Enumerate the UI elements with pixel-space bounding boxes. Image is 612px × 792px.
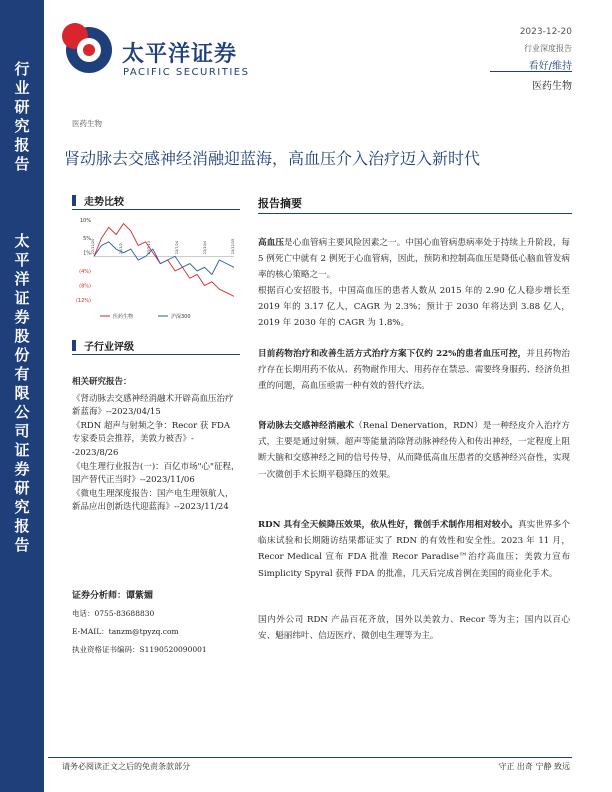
sidebar-char: 行: [14, 60, 30, 78]
summary-para-3: 目前药物治疗和改善生活方式治疗方案下仅约 22%的患者血压可控，并且药物治疗存在长期用药不依从、药物耐作用大、用药存在禁忌、需要终身服药、经济负担重的问题，高血压亟需一种有效的替代疗法。: [258, 349, 570, 392]
sidebar-char: 报: [14, 517, 30, 535]
analyst-block: [72, 587, 240, 659]
x-tick-label: 23/10/4: [203, 240, 207, 255]
sidebar-char: 业: [14, 79, 30, 97]
related-label: 相关研究报告：: [72, 377, 132, 387]
x-tick-label: 23/5/13: [147, 240, 151, 255]
sidebar-char: 研: [14, 479, 30, 497]
series-line-1: [94, 224, 234, 297]
sub-rating-heading: 子行业评级: [72, 338, 134, 353]
sidebar-char: 报: [14, 136, 30, 154]
related-item[interactable]: 《肾动脉去交感神经消融术开辟高血压治疗新蓝海》--2023/04/15: [72, 393, 234, 418]
sidebar-char: 告: [14, 155, 30, 173]
footer-divider: [48, 757, 572, 758]
sidebar-char: 份: [14, 346, 30, 364]
y-tick-label: 1%: [83, 250, 91, 257]
heading-bar-icon: [72, 195, 76, 206]
sidebar-char: 券: [14, 460, 30, 478]
sidebar-char: 有: [14, 365, 30, 383]
related-reports: [72, 376, 240, 515]
sidebar-char: 券: [14, 308, 30, 326]
sector-label: 医药生物: [72, 119, 102, 128]
sidebar-char: 研: [14, 98, 30, 116]
divider: [72, 354, 240, 355]
sidebar-char: 究: [14, 117, 30, 135]
y-tick-label: 10%: [79, 218, 91, 224]
sidebar-char: 告: [14, 536, 30, 554]
sidebar-char: 公: [14, 403, 30, 421]
summary-para-6: 国内外公司 RDN 产品百花齐放，国外以美敦力、Recor 等为主；国内以百心安、魁丽纬叶、信迈医疗、微创电生理等为主。: [258, 615, 570, 642]
sidebar-char: 证: [14, 289, 30, 307]
summary-para-2: 根据百心安招股书，中国高血压的患者人数从 2015 年的 2.90 亿人稳步增长至 2019 年的 3.17 亿人，CAGR 为 2.3%；预计于 2030 年将达到 3.88 亿人，2019 年 2030 年的 CAGR 为 1.8%。: [258, 286, 570, 329]
legend-label: 医药生物: [113, 314, 134, 320]
related-item[interactable]: 《微电生理深度报告：国产电生理领航人，新品应出创新迭代迎蓝海》--2023/11/24: [72, 488, 234, 513]
summary-heading: 报告摘要: [258, 197, 302, 210]
trend-heading: 走势比较: [72, 193, 124, 208]
related-item[interactable]: 《RDN 超声与射频之争：Recor 获 FDA 专家委员会推荐，美敦力被否》--2023/8/26: [72, 420, 230, 458]
summary-para-5: RDN 具有全天候降压效果，依从性好，微创手术制作用相对较小。真实世界多个临床试验和长期随访结果都证实了 RDN 的有效性和安全性。2023 年 11 月，Recor Medical 宣布 FDA 批准 Recor Paradise™治疗高血压；美敦力宣布 Simplicity Spyral 获得 FDA 的批准，几天后完成首例在美国的商业化手术。: [258, 520, 570, 579]
x-tick-label: 23/12/15: [231, 238, 235, 255]
sidebar-bottom-label: [0, 232, 44, 555]
x-tick-label: 23/3/2: [119, 243, 123, 255]
sidebar-char: 证: [14, 441, 30, 459]
page-title: 肾动脉去交感神经消融迎蓝海，高血压介入治疗迈入新时代: [64, 149, 481, 168]
header-divider: [490, 71, 572, 72]
related-item[interactable]: 《电生理行业报告(一)：百亿市场"心"征程，国产替代正当时》--2023/11/06: [72, 461, 240, 486]
sidebar-char: 股: [14, 327, 30, 345]
heading-bar-icon: [72, 340, 76, 351]
summary-para-1: 高血压是心血管病主要风险因素之一。中国心血管病患病率处于持续上升阶段，每 5 例死亡中就有 2 例死于心血管病，因此，预防和控制高血压是降低心脑血管发病率的核心策略之一。: [258, 238, 570, 281]
report-type: 行业深度报告: [524, 44, 572, 53]
brand-name-cn: 太平洋证券: [122, 42, 238, 67]
divider: [258, 213, 572, 214]
rating: 看好/维持: [528, 61, 572, 72]
x-tick-label: 23/7/24: [175, 240, 179, 255]
series-line-2: [94, 242, 234, 275]
sidebar-char: 限: [14, 384, 30, 402]
sidebar: [0, 0, 44, 792]
report-date: 2023-12-20: [519, 27, 572, 37]
trend-chart: [70, 212, 240, 324]
footer-disclaimer[interactable]: 请务必阅读正文之后的免责条款部分: [62, 762, 190, 771]
summary-para-4: 肾动脉去交感神经消融术（Renal Denervation，RDN）是一种经皮介入治疗方式，主要是通过射频、超声等能量消除肾动脉神经传入和传出神经，一定程度上阻断大脑和交感神经之间的信号传导，从而降低高血压患者的交感神经兴奋性，实现一次微创手术长期平稳降压的效果。: [258, 421, 570, 480]
y-tick-label: 5%: [83, 236, 91, 243]
sidebar-top-label: [0, 60, 44, 174]
legend-label: 沪深300: [171, 314, 191, 320]
y-tick-label: (4%): [79, 268, 91, 275]
analyst-phone: 电话：0755-83688830: [72, 609, 155, 618]
y-tick-label: (8%): [79, 283, 91, 290]
brand-name-en: PACIFIC SECURITIES: [123, 67, 250, 78]
divider: [72, 209, 240, 210]
sidebar-char: 洋: [14, 270, 30, 288]
analyst-label: 证券分析师：: [72, 591, 127, 601]
sector-tag: 医药生物: [532, 81, 572, 92]
analyst-email[interactable]: E-MAIL：tanzm@tpyzq.com: [72, 627, 179, 636]
analyst-name: 谭紫媚: [126, 591, 154, 601]
footer-motto: 守正 出奇 宁静 致远: [498, 762, 570, 771]
sidebar-char: 究: [14, 498, 30, 516]
sidebar-char: 司: [14, 422, 30, 440]
sidebar-char: 平: [14, 251, 30, 269]
sidebar-char: 太: [14, 232, 30, 250]
analyst-cert: 执业资格证书编码：S1190520090001: [72, 645, 207, 654]
x-tick-label: 22/12/20: [91, 238, 95, 255]
y-tick-label: (12%): [75, 298, 91, 304]
logo-icon: [66, 27, 112, 73]
